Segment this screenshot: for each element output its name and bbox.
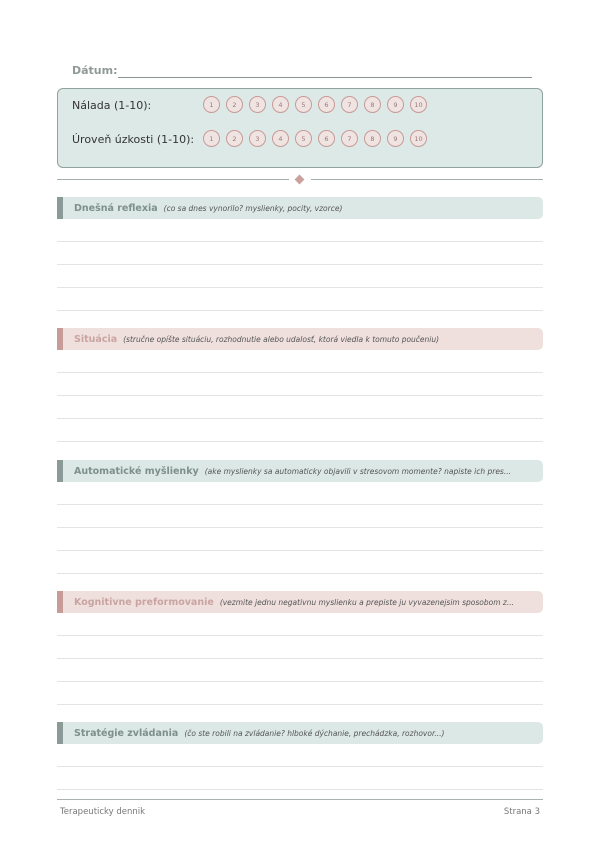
- section-header: [57, 591, 543, 613]
- section-header: [57, 722, 543, 744]
- rating-circle[interactable]: 4: [272, 96, 289, 113]
- rating-circle[interactable]: 9: [387, 96, 404, 113]
- anxiety-scale-label: Úroveň úzkosti (1-10):: [72, 133, 195, 146]
- section-hint: (čo ste robili na zvládanie? hlboké dýchanie, prechádzka, rozhovor...): [184, 728, 445, 738]
- mood-scale-circles: [203, 96, 433, 113]
- page-number: Strana 3: [503, 807, 540, 817]
- section-title: Dnešná reflexia: [74, 202, 158, 214]
- divider-line-left: [57, 179, 289, 180]
- journal-section: [57, 591, 543, 705]
- section-hint: (stručne opíšte situáciu, rozhodnutie alebo udalosť, ktorá viedla k tomuto poučeniu): [123, 334, 440, 344]
- rating-circle[interactable]: 10: [410, 96, 427, 113]
- writing-line[interactable]: [57, 242, 543, 265]
- section-header: [57, 460, 543, 482]
- anxiety-scale-row: [72, 130, 532, 150]
- rating-circle[interactable]: 2: [226, 96, 243, 113]
- rating-circle[interactable]: 7: [341, 130, 358, 147]
- writing-line[interactable]: [57, 288, 543, 311]
- section-title: Kognitivne preformovanie: [74, 596, 214, 608]
- section-title: Automatické myšlienky: [74, 465, 199, 477]
- rating-circle[interactable]: 6: [318, 96, 335, 113]
- date-label: Dátum:: [72, 64, 118, 77]
- section-hint: (vezmite jednu negativnu myslienku a prepiste ju vyvazenejsim sposobom z...: [219, 597, 514, 607]
- writing-line[interactable]: [57, 396, 543, 419]
- section-hint: (ake myslienky sa automaticky objavili v stresovom momente? napiste ich pres...: [204, 466, 511, 476]
- rating-circle[interactable]: 1: [203, 96, 220, 113]
- rating-circle[interactable]: 8: [364, 130, 381, 147]
- rating-circle[interactable]: 6: [318, 130, 335, 147]
- writing-line[interactable]: [57, 219, 543, 242]
- mood-scale-row: [72, 96, 532, 116]
- writing-line[interactable]: [57, 505, 543, 528]
- rating-scales-box: [57, 88, 543, 168]
- footer-divider: [57, 799, 543, 800]
- writing-line[interactable]: [57, 659, 543, 682]
- date-row: [72, 62, 532, 80]
- writing-line[interactable]: [57, 373, 543, 396]
- section-accent-bar: [57, 460, 63, 482]
- rating-circle[interactable]: 3: [249, 96, 266, 113]
- writing-line[interactable]: [57, 350, 543, 373]
- rating-circle[interactable]: 3: [249, 130, 266, 147]
- writing-line[interactable]: [57, 613, 543, 636]
- section-header: [57, 328, 543, 350]
- rating-circle[interactable]: 10: [410, 130, 427, 147]
- mood-scale-label: Nálada (1-10):: [72, 99, 152, 112]
- rating-circle[interactable]: 9: [387, 130, 404, 147]
- section-title: Stratégie zvládania: [74, 727, 179, 739]
- journal-section: [57, 722, 543, 790]
- writing-line[interactable]: [57, 636, 543, 659]
- section-title: Situácia: [74, 333, 118, 345]
- rating-circle[interactable]: 7: [341, 96, 358, 113]
- writing-line[interactable]: [57, 551, 543, 574]
- writing-line[interactable]: [57, 744, 543, 767]
- rating-circle[interactable]: 8: [364, 96, 381, 113]
- section-accent-bar: [57, 197, 63, 219]
- anxiety-scale-circles: [203, 130, 433, 147]
- rating-circle[interactable]: 5: [295, 130, 312, 147]
- date-input-line[interactable]: [118, 77, 532, 78]
- footer-title: Terapeuticky dennik: [60, 807, 146, 817]
- section-hint: (co sa dnes vynorilo? myslienky, pocity, vzorce): [163, 203, 343, 213]
- journal-section: [57, 328, 543, 442]
- section-accent-bar: [57, 328, 63, 350]
- writing-line[interactable]: [57, 767, 543, 790]
- section-accent-bar: [57, 722, 63, 744]
- journal-section: [57, 460, 543, 574]
- writing-line[interactable]: [57, 265, 543, 288]
- writing-line[interactable]: [57, 419, 543, 442]
- diamond-icon: [295, 175, 305, 185]
- journal-section: [57, 197, 543, 311]
- writing-line[interactable]: [57, 528, 543, 551]
- writing-line[interactable]: [57, 482, 543, 505]
- rating-circle[interactable]: 5: [295, 96, 312, 113]
- section-accent-bar: [57, 591, 63, 613]
- rating-circle[interactable]: 2: [226, 130, 243, 147]
- section-header: [57, 197, 543, 219]
- divider-line-right: [311, 179, 543, 180]
- ornament-divider: [57, 179, 543, 181]
- writing-line[interactable]: [57, 682, 543, 705]
- rating-circle[interactable]: 4: [272, 130, 289, 147]
- rating-circle[interactable]: 1: [203, 130, 220, 147]
